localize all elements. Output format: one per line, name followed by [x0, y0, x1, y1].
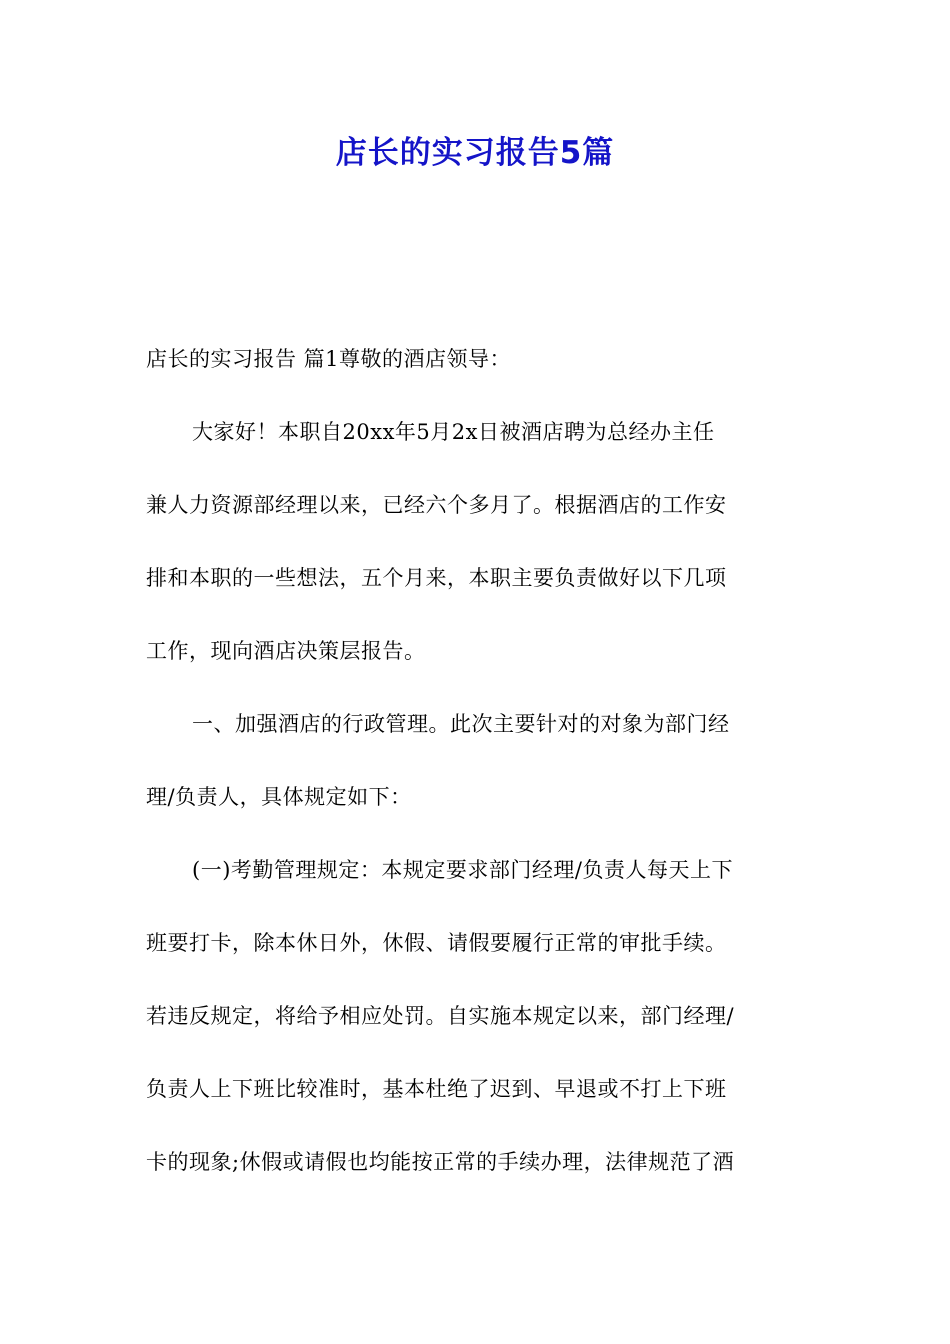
paragraph-line: 排和本职的一些想法，五个月来，本职主要负责做好以下几项	[146, 566, 727, 590]
paragraph-line: 大家好！本职自20xx年5月2x日被酒店聘为总经办主任	[192, 420, 715, 444]
paragraph-line: 工作，现向酒店决策层报告。	[146, 639, 426, 663]
paragraph-line: (一)考勤管理规定：本规定要求部门经理/负责人每天上下	[192, 858, 733, 882]
paragraph-line: 班要打卡，除本休日外，休假、请假要履行正常的审批手续。	[146, 931, 727, 955]
paragraph-line: 卡的现象;休假或请假也均能按正常的手续办理，法律规范了酒	[146, 1150, 735, 1174]
document-body	[146, 335, 810, 1211]
paragraph-line: 理/负责人，具体规定如下：	[146, 785, 412, 809]
heading-line: 店长的实习报告 篇1尊敬的酒店领导：	[146, 347, 512, 371]
document-title: 店长的实习报告5篇	[335, 135, 615, 171]
paragraph-line: 负责人上下班比较准时，基本杜绝了迟到、早退或不打上下班	[146, 1077, 727, 1101]
paragraph-line: 一、加强酒店的行政管理。此次主要针对的对象为部门经	[192, 712, 730, 736]
paragraph-line: 若违反规定，将给予相应处罚。自实施本规定以来，部门经理/	[146, 1004, 735, 1028]
paragraph-line: 兼人力资源部经理以来，已经六个多月了。根据酒店的工作安	[146, 493, 727, 517]
